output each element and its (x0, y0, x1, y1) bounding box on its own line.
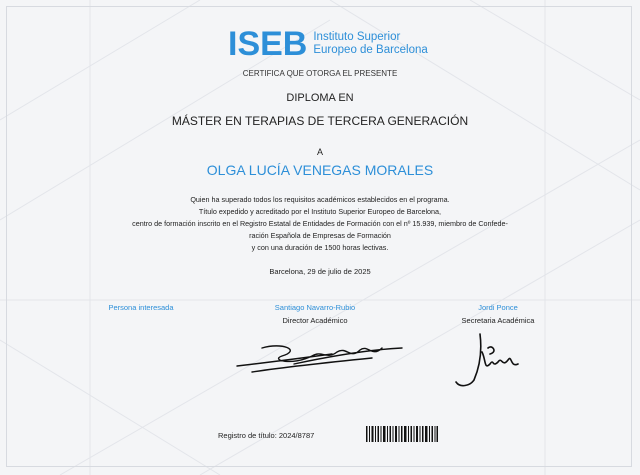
logo-mark: ISEB (228, 25, 308, 63)
logo-line-1: Instituto Superior (313, 31, 401, 43)
interested-label: Persona interesada (108, 303, 174, 312)
place-date: Barcelona, 29 de julio de 2025 (269, 267, 371, 276)
secretary-name: Jordi Ponce (478, 303, 518, 312)
program-title: MÁSTER EN TERAPIAS DE TERCERA GENERACIÓN (171, 114, 469, 128)
body-line: centro de formación inscrito en el Registro Estatal de Entidades de Formación con el nº 15.939, miembro de Confede- (132, 219, 508, 228)
body-line: y con una duración de 1500 horas lectivas. (251, 243, 389, 252)
body-line: Título expedido y acreditado por el Instituto Superior Europeo de Barcelona, (198, 207, 442, 216)
recipient-name: OLGA LUCÍA VENEGAS MORALES (206, 162, 434, 178)
barcode (366, 426, 438, 442)
director-signature (232, 336, 407, 378)
logo-text (313, 31, 427, 57)
iseb-logo (228, 27, 428, 61)
director-role: Director Académico (282, 316, 348, 325)
signature-block-director (255, 303, 375, 325)
logo-line-2: Europeo de Barcelona (313, 44, 428, 56)
signature-block-secretary (448, 303, 548, 325)
secretary-role: Secretaria Académica (461, 316, 535, 325)
director-name: Santiago Navarro-Rubio (274, 303, 356, 312)
certifica-text: CERTIFICA QUE OTORGA EL PRESENTE (242, 69, 398, 78)
registry-number: Registro de título: 2024/8787 (218, 431, 315, 440)
body-line: ración Española de Empresas de Formación (249, 231, 391, 240)
to-label: A (316, 147, 323, 157)
secretary-signature (452, 330, 532, 392)
signature-block-interested (96, 303, 186, 312)
certificate-body (0, 194, 640, 254)
body-line: Quien ha superado todos los requisitos académicos establecidos en el programa. (190, 195, 450, 204)
diploma-label: DIPLOMA EN (286, 92, 354, 104)
